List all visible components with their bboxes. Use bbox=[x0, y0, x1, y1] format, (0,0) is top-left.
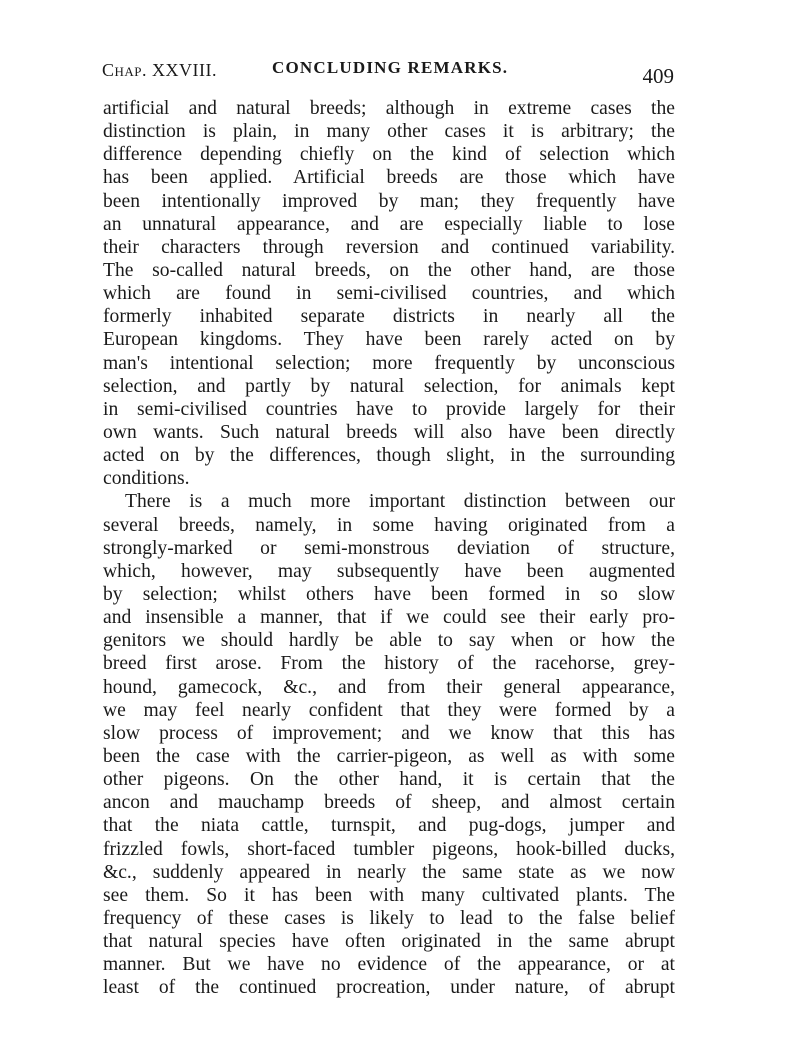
text-line: formerly inhabited separate districts in nearly all the bbox=[103, 306, 675, 328]
text-line: breed first arose. From the history of the racehorse, grey- bbox=[103, 653, 675, 675]
text-line: which, however, may subsequently have been augmented bbox=[103, 560, 675, 582]
text-line: that the niata cattle, turnspit, and pug-dogs, jumper and bbox=[103, 815, 675, 837]
text-line: see them. So it has been with many cultivated plants. The bbox=[103, 884, 675, 906]
text-line: and insensible a manner, that if we could see their early pro- bbox=[103, 607, 675, 629]
text-line: been the case with the carrier-pigeon, as well as with some bbox=[103, 745, 675, 767]
text-line: an unnatural appearance, and are especially liable to lose bbox=[103, 213, 675, 235]
text-line: own wants. Such natural breeds will also have been directly bbox=[103, 421, 675, 443]
text-line: The so-called natural breeds, on the other hand, are those bbox=[103, 259, 675, 281]
text-line: their characters through reversion and continued variability. bbox=[103, 236, 675, 258]
body-text bbox=[103, 97, 675, 999]
text-line: in semi-civilised countries have to provide largely for their bbox=[103, 398, 675, 420]
chapter-label: Chap. XXVIII. bbox=[102, 60, 217, 80]
text-line: ancon and mauchamp breeds of sheep, and almost certain bbox=[103, 792, 675, 814]
text-line: that natural species have often originated in the same abrupt bbox=[103, 931, 675, 953]
text-line: several breeds, namely, in some having originated from a bbox=[103, 514, 675, 536]
page-number: 409 bbox=[642, 64, 674, 88]
chapter-title: CONCLUDING REMARKS. bbox=[272, 58, 509, 77]
text-line: frequency of these cases is likely to lead to the false belief bbox=[103, 907, 675, 929]
text-line: artificial and natural breeds; although in extreme cases the bbox=[103, 98, 675, 119]
paragraph-start-line: There is a much more important distinction between our bbox=[125, 491, 675, 513]
text-line: distinction is plain, in many other cases it is arbitrary; the bbox=[103, 121, 675, 143]
text-line: other pigeons. On the other hand, it is certain that the bbox=[103, 769, 675, 791]
text-line: European kingdoms. They have been rarely acted on by bbox=[103, 329, 675, 351]
text-line: manner. But we have no evidence of the appearance, or at bbox=[103, 954, 675, 976]
text-line: genitors we should hardly be able to say when or how the bbox=[103, 630, 675, 652]
text-line: slow process of improvement; and we know that this has bbox=[103, 722, 675, 744]
text-line: &c., suddenly appeared in nearly the same state as we now bbox=[103, 861, 675, 883]
text-line: man's intentional selection; more frequently by unconscious bbox=[103, 352, 675, 374]
running-head bbox=[102, 52, 682, 86]
text-line: least of the continued procreation, under nature, of abrupt bbox=[103, 977, 675, 999]
text-line: selection, and partly by natural selection, for animals kept bbox=[103, 375, 675, 397]
text-line: frizzled fowls, short-faced tumbler pigeons, hook-billed ducks, bbox=[103, 838, 675, 860]
text-line: by selection; whilst others have been formed in so slow bbox=[103, 583, 675, 605]
text-line: acted on by the differences, though slight, in the surrounding bbox=[103, 445, 675, 467]
text-line: which are found in semi-civilised countries, and which bbox=[103, 283, 675, 305]
text-line: we may feel nearly confident that they were formed by a bbox=[103, 699, 675, 721]
paragraph-end-line: conditions. bbox=[103, 468, 190, 490]
text-line: strongly-marked or semi-monstrous deviation of structure, bbox=[103, 537, 675, 559]
text-line: has been applied. Artificial breeds are those which have bbox=[103, 167, 675, 189]
text-line: been intentionally improved by man; they frequently have bbox=[103, 190, 675, 212]
text-line: hound, gamecock, &c., and from their general appearance, bbox=[103, 676, 675, 698]
text-line: difference depending chiefly on the kind of selection which bbox=[103, 144, 675, 166]
